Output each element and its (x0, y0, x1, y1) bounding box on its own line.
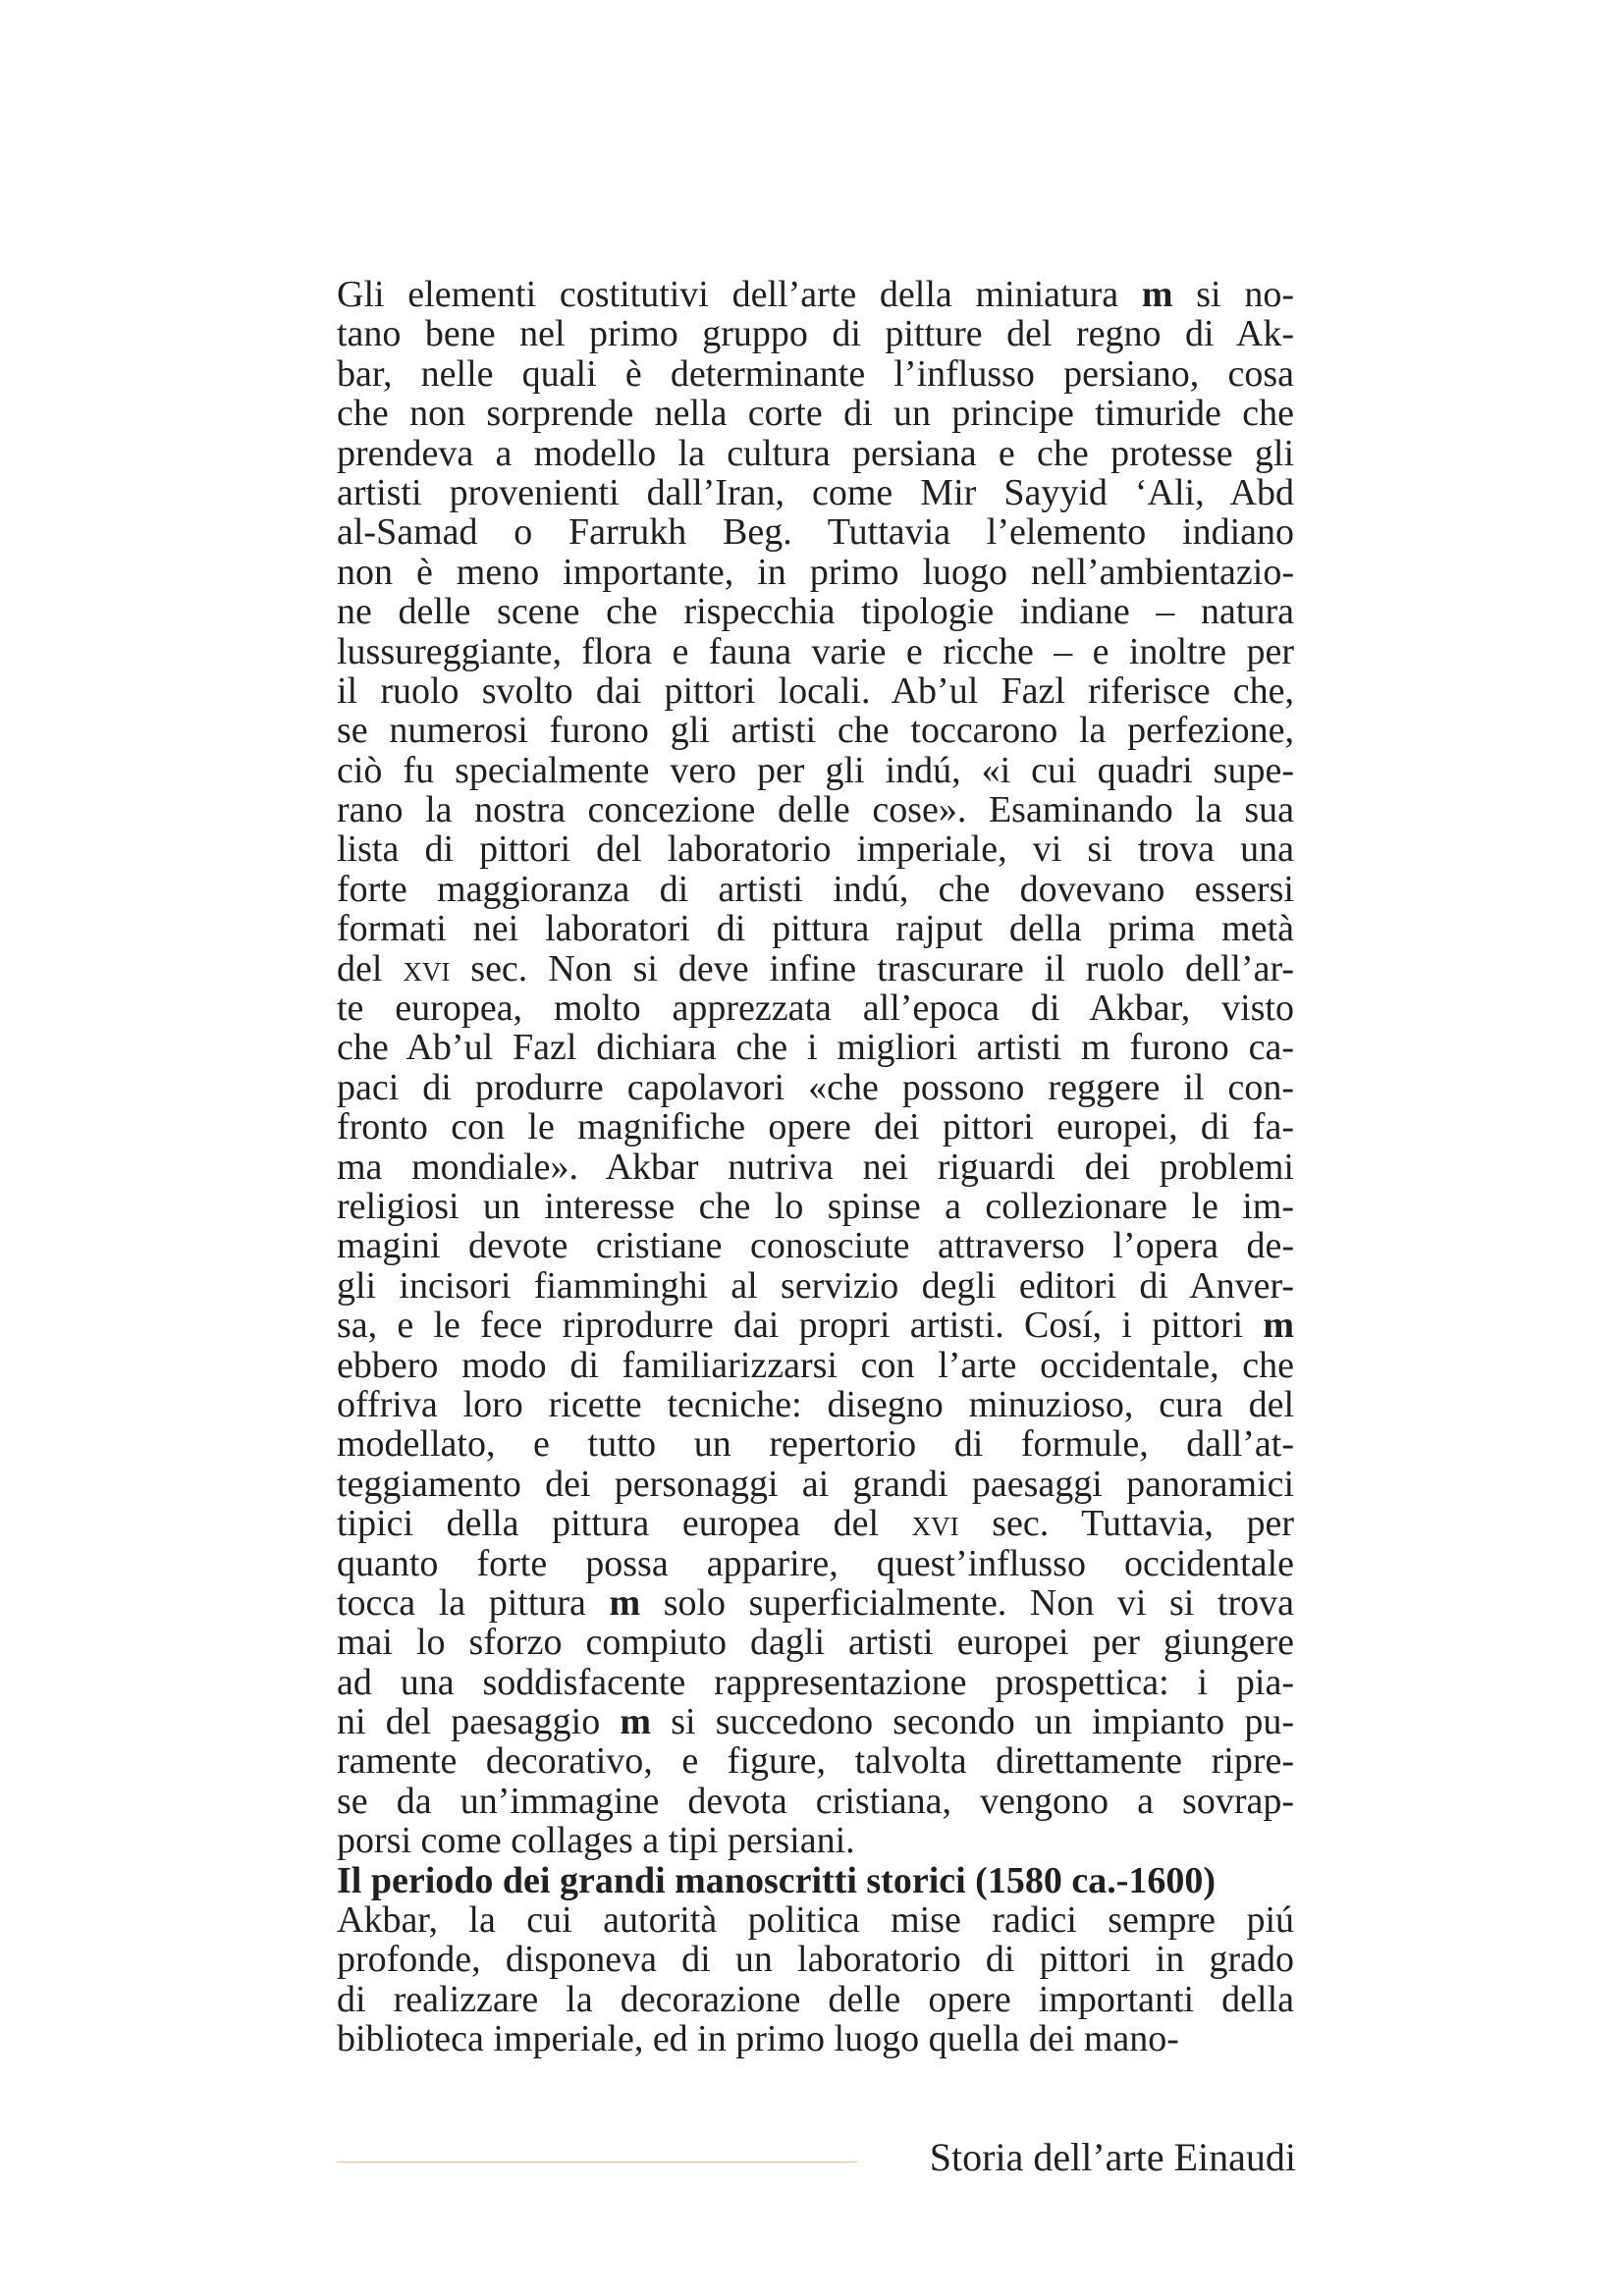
text-line: al-Samad o Farrukh Beg. Tuttavia l’elemento indiano (337, 511, 1294, 554)
text-line: che non sorprende nella corte di un principe timuride che (337, 393, 1294, 435)
text-line: ciò fu specialmente vero per gli indú, «i cui quadri supe- (337, 749, 1294, 791)
text-line: paci di produrre capolavori «che possono reggere il con- (337, 1066, 1294, 1108)
text-line: offriva loro ricette tecniche: disegno minuzioso, cura del (337, 1383, 1294, 1425)
text-line: di realizzare la decorazione delle opere importanti della (337, 1978, 1294, 2020)
text-line: bar, nelle quali è determinante l’influsso persiano, cosa (337, 352, 1294, 395)
text-line: profonde, disponeva di un laboratorio di pittori in grado (337, 1939, 1294, 1981)
text-line: porsi come collages a tipi persiani. (337, 1820, 855, 1862)
text-line: prendeva a modello la cultura persiana e che protesse gli (337, 432, 1294, 474)
text-line: se da un’immagine devota cristiana, vengono a sovrap- (337, 1780, 1294, 1822)
text-line: biblioteca imperiale, ed in primo luogo quella dei mano- (337, 2018, 1179, 2060)
text-line: mai lo sforzo compiuto dagli artisti europei per giungere (337, 1622, 1294, 1664)
text-line: non è meno importante, in primo luogo nell’ambientazio- (337, 551, 1294, 593)
text-line: ne delle scene che rispecchia tipologie indiane – natura (337, 591, 1294, 633)
body-text (337, 275, 1294, 2059)
text-line: lista di pittori del laboratorio imperiale, vi si trova una (337, 828, 1294, 871)
text-line: ramente decorativo, e figure, talvolta direttamente ripre- (337, 1740, 1294, 1783)
text-line: ma mondiale». Akbar nutriva nei riguardi dei problemi (337, 1146, 1294, 1188)
text-line: gli incisori fiamminghi al servizio degli editori di Anver- (337, 1264, 1294, 1307)
text-line: teggiamento dei personaggi ai grandi paesaggi panoramici (337, 1463, 1294, 1505)
text-line: te europea, molto apprezzata all’epoca di Akbar, visto (337, 988, 1294, 1030)
text-line: fronto con le magnifiche opere dei pittori europei, di fa- (337, 1106, 1294, 1148)
text-line: sa, e le fece riprodurre dai propri artisti. Cosí, i pittori m (337, 1305, 1294, 1347)
text-line: tipici della pittura europea del xvi sec. Tuttavia, per (337, 1503, 1294, 1545)
text-line: il ruolo svolto dai pittori locali. Ab’ul Fazl riferisce che, (337, 669, 1294, 712)
text-line: se numerosi furono gli artisti che toccarono la perfezione, (337, 710, 1294, 752)
text-line: del xvi sec. Non si deve infine trascurare il ruolo dell’ar- (337, 947, 1294, 989)
text-line: formati nei laboratori di pittura rajput della prima metà (337, 908, 1294, 950)
text-line: quanto forte possa apparire, quest’influsso occidentale (337, 1542, 1294, 1584)
text-line: tano bene nel primo gruppo di pitture del regno di Ak- (337, 313, 1294, 355)
text-line: artisti provenienti dall’Iran, come Mir Sayyid ‘Ali, Abd (337, 471, 1294, 513)
text-line: magini devote cristiane conosciute attraverso l’opera de- (337, 1225, 1294, 1267)
text-line: Gli elementi costitutivi dell’arte della miniatura m si no- (337, 274, 1295, 315)
text-line: ad una soddisfacente rappresentazione prospettica: i pia- (337, 1661, 1294, 1703)
text-line: ni del paesaggio m si succedono secondo un impianto pu- (337, 1701, 1294, 1743)
text-line: che Ab’ul Fazl dichiara che i migliori artisti m furono ca- (337, 1027, 1294, 1069)
text-line: tocca la pittura m solo superficialmente. Non vi si trova (337, 1581, 1294, 1624)
text-line: Akbar, la cui autorità politica mise radici sempre piú (337, 1899, 1294, 1942)
text-line: religiosi un interesse che lo spinse a collezionare le im- (337, 1185, 1294, 1227)
text-line: modellato, e tutto un repertorio di formule, dall’at- (337, 1423, 1294, 1466)
text-line: ebbero modo di familiarizzarsi con l’arte occidentale, che (337, 1344, 1294, 1386)
text-line: rano la nostra concezione delle cose». Esaminando la sua (337, 789, 1294, 831)
text-line: lussureggiante, flora e fauna varie e ricche – e inoltre per (337, 630, 1294, 672)
text-line: forte maggioranza di artisti indú, che dovevano essersi (337, 868, 1294, 910)
section-heading: Il periodo dei grandi manoscritti storici (1580 ca.-1600) (337, 1859, 1217, 1901)
footer-title: Storia dell’arte Einaudi (929, 2135, 1296, 2179)
footer-rule (337, 2162, 857, 2163)
